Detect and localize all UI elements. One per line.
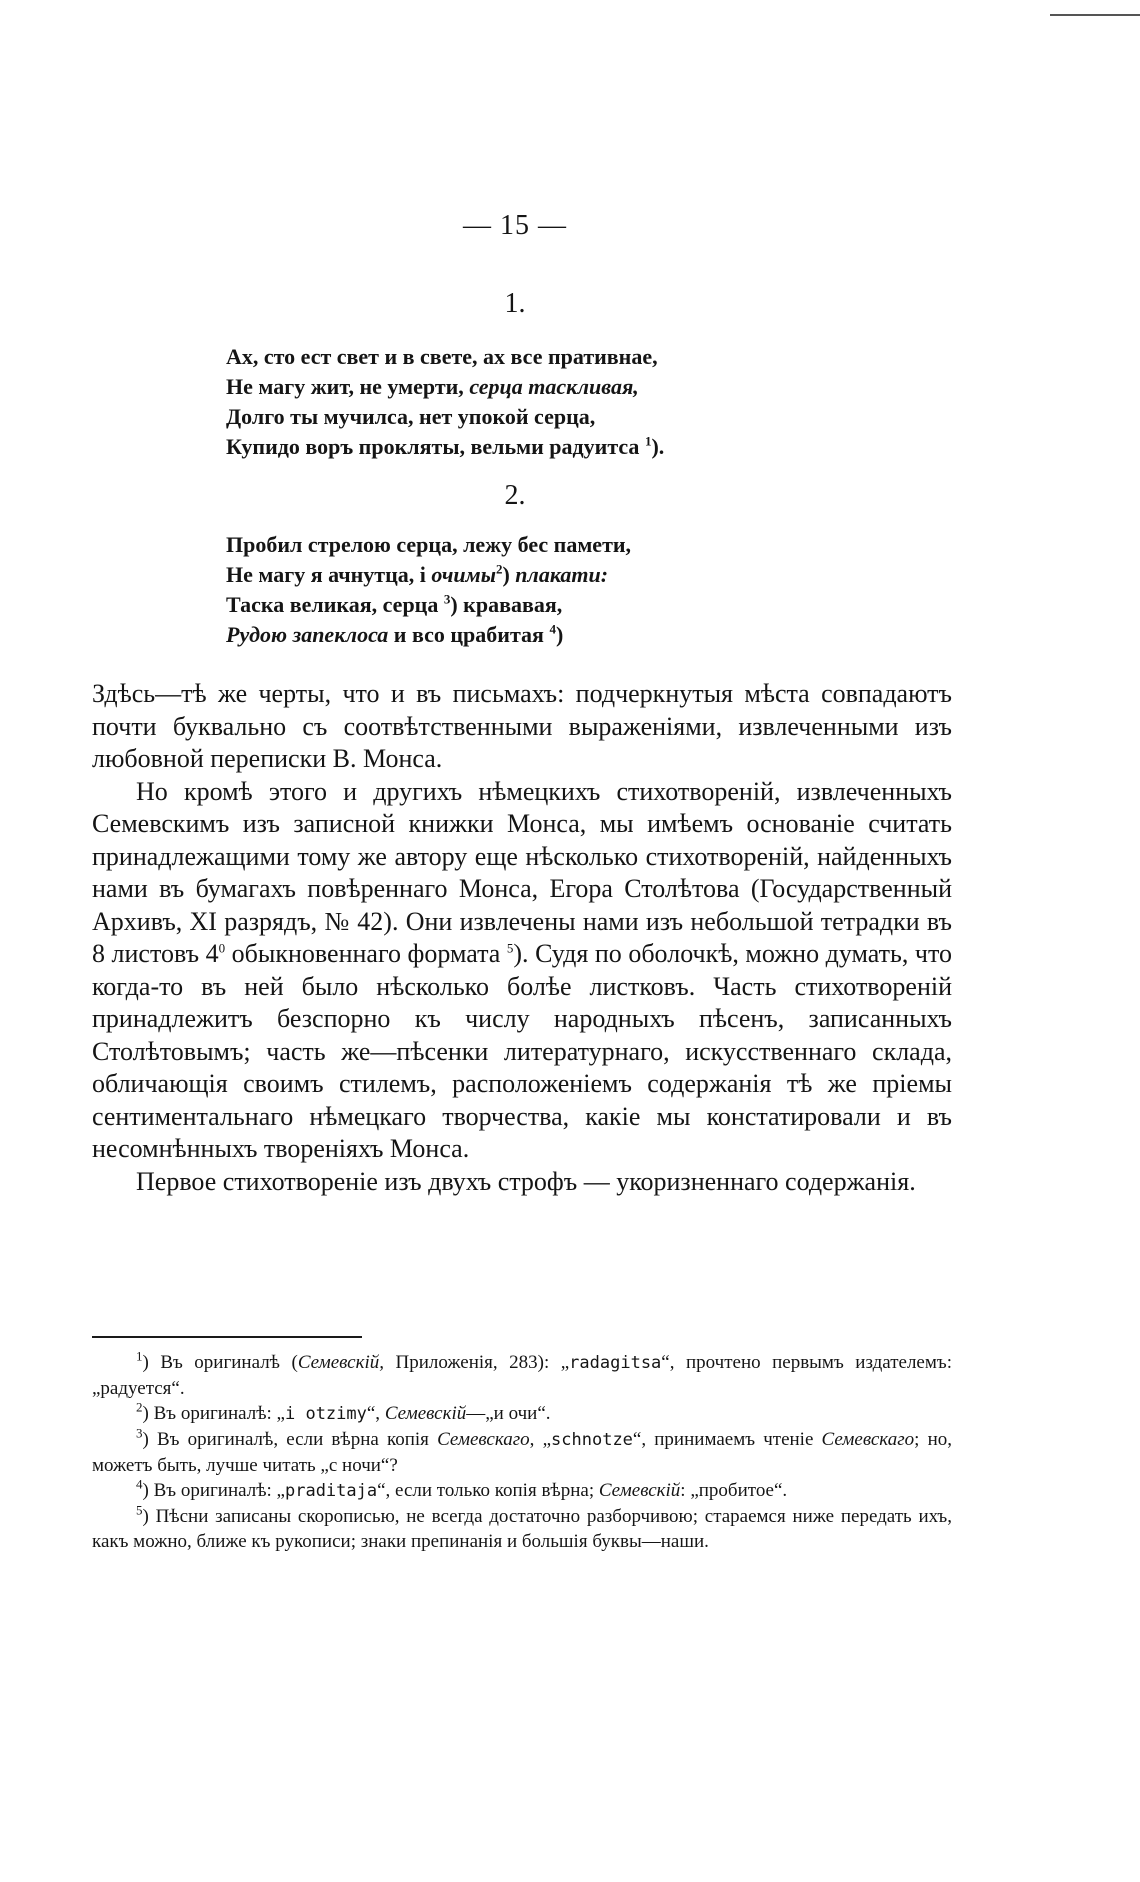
footnote-2: $^2$) Въ оригиналѣ: „i otzimy“, Семевскій—„и очи“. [136,1399,551,1424]
poem-2-line-3: Таска великая, серца $^3$) крававая, [226,591,563,617]
poem-1-line-1: Ах, сто ест свет и в свете, ах все пративнае, [226,344,658,369]
page-number: — 15 — [463,210,567,241]
footnote-ref-4: 4 [549,621,556,637]
paragraph-3: Первое стихотвореніе изъ двухъ строфъ — укоризненнаго содержанія. [136,1166,916,1196]
poem-2-line-1: Пробил стрелою серца, лежу бес памети, [226,532,632,557]
poem-2-line-2: Не магу я ачнутца, і очимы$^2$) плакати: [226,561,609,587]
footnote-3: $^3$) Въ оригиналѣ, если вѣрна копія Семевскаго, „schnotze“, принимаемъ чтеніе Семевскаго; но, можетъ быть, лучше читать „с ночи“? [92,1425,952,1476]
footnote-ref-2: 2 [495,561,503,577]
poem-1-line-4: Купидо воръ прокляты, вельми радуитса $^1$). [226,433,665,459]
footnote-4: $^4$) Въ оригиналѣ: „praditaja“, если только копія вѣрна; Семевскій: „пробитое“. [136,1476,788,1501]
footnote-ref-3: 3 [443,591,451,607]
poem-2-line-4: Рудою запеклоса и всо црабитая $^4$) [226,621,564,647]
footnote-1: $^1$) Въ оригиналѣ (Семевскій, Приложенія, 283): „radagitsa“, прочтено первымъ издателемъ: „радуется“. [92,1348,952,1399]
footnote-rule [92,1336,362,1338]
poem-1-line-2: Не магу жит, не умерти, серца таскливая, [226,374,639,399]
poem-1-number: 1. [504,288,526,319]
footnote-ref-1: 1 [644,433,652,449]
poem-2-number: 2. [504,480,526,511]
edge-line [1050,14,1140,16]
poem-1 [226,342,946,462]
body-text [92,678,952,1198]
footnote-ref-5: 5 [506,940,514,956]
footnote-5: $^5$) Пѣсни записаны скорописью, не всегда достаточно разборчивою; стараемся ниже передать ихъ, какъ можно, ближе къ рукописи; знаки препинанія и большія буквы—наши. [92,1502,952,1552]
paragraph-1: Здѣсь—тѣ же черты, что и въ письмахъ: подчеркнутыя мѣста совпадаютъ почти буквально съ соотвѣтственными выраженіями, извлеченными изъ любовной переписки В. Монса. [92,679,952,773]
poem-2 [226,530,946,650]
footnotes [92,1350,952,1554]
paragraph-2: Но кромѣ этого и другихъ нѣмецкихъ стихотвореній, извлеченныхъ Семевскимъ изъ записной книжки Монса, мы имѣемъ основаніе считать принадлежащими тому же автору еще нѣсколько стихотвореній, найденныхъ нами въ бумагахъ повѣреннаго Монса, Егора Столѣтова (Государственный Архивъ, XI разрядъ, № 42). Они извлечены нами изъ небольшой тетрадки въ 8 листовъ $4^0$ обыкновеннаго формата $^5$). Судя по оболочкѣ, можно думать, что когда-то въ ней было нѣсколько болѣе листковъ. Часть стихотвореній принадлежитъ безспорно къ числу народныхъ пѣсенъ, записанныхъ Столѣтовымъ; часть же—пѣсенки литературнаго, искусственнаго склада, обличающія своимъ стилемъ, расположеніемъ содержанія тѣ же пріемы сентиментальнаго нѣмецкаго творчества, какіе мы констатировали и въ несомнѣнныхъ твореніяхъ Монса. [92,776,953,1163]
poem-1-line-3: Долго ты мучилса, нет упокой серца, [226,404,596,429]
